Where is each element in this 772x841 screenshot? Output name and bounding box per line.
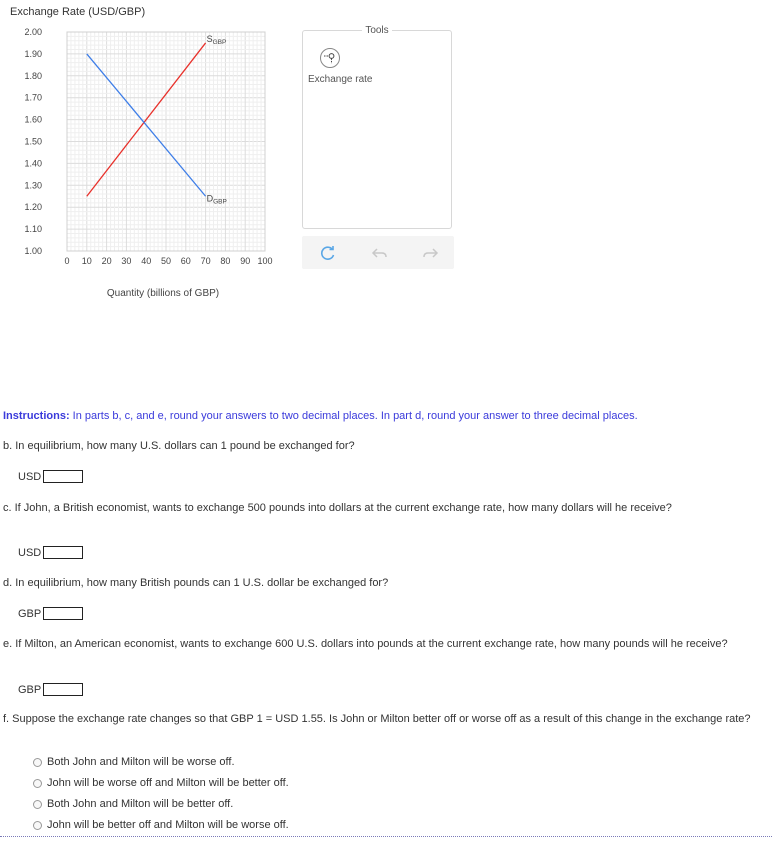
curve-label-subscript: GBP [213,198,227,206]
undo-button[interactable] [370,243,390,263]
answer-d-input[interactable] [43,607,83,620]
x-tick-label: 60 [180,256,191,266]
y-tick-label: 1.60 [24,114,42,125]
y-tick-label: 1.50 [24,136,42,147]
option-label: Both John and Milton will be better off. [47,798,234,810]
answer-c-unit: USD [18,546,42,559]
reset-icon [318,243,338,263]
y-tick-label: 1.20 [24,202,42,213]
exchange-rate-tool-button[interactable] [320,48,340,68]
option-label: John will be worse off and Milton will be better off. [47,777,289,789]
x-tick-label: 100 [257,256,273,266]
radio-button[interactable] [33,779,42,788]
y-tick-label: 1.40 [24,158,42,169]
exchange-rate-chart[interactable] [0,0,300,310]
instructions [3,410,638,422]
x-axis-label: Quantity (billions of GBP) [106,288,220,299]
x-tick-label: 80 [220,256,231,266]
question-b: b. In equilibrium, how many U.S. dollars can 1 pound be exchanged for? [3,440,355,452]
option-f-2[interactable] [33,777,289,789]
action-bar [302,236,454,269]
x-tick-label: 0 [64,256,70,266]
bottom-divider [0,836,772,837]
undo-icon [370,243,390,263]
y-tick-label: 1.90 [24,48,42,59]
tools-panel [302,25,452,229]
x-tick-label: 90 [240,256,251,266]
x-tick-label: 20 [101,256,112,266]
question-d: d. In equilibrium, how many British pounds can 1 U.S. dollar be exchanged for? [3,577,389,589]
question-e: e. If Milton, an American economist, wants to exchange 600 U.S. dollars into pounds at the current exchange rate, how many pounds will he receive? [3,638,728,650]
option-label: John will be better off and Milton will be worse off. [47,819,289,831]
question-c: c. If John, a British economist, wants to exchange 500 pounds into dollars at the current exchange rate, how many dollars will he receive? [3,502,672,514]
instructions-prefix: Instructions: [3,410,70,422]
radio-button[interactable] [33,758,42,767]
curve-label-letter: D [206,193,214,204]
curve-label-letter: S [206,33,213,44]
y-tick-label: 1.70 [24,92,42,103]
curve-label-subscript: GBP [212,38,227,46]
exchange-rate-tool-label: Exchange rate [308,74,373,85]
answer-row-e [18,683,83,696]
answer-row-b [18,470,83,483]
chart-title: Exchange Rate (USD/GBP) [10,6,146,18]
option-label: Both John and Milton will be worse off. [47,756,235,768]
y-tick-label: 1.30 [24,180,42,191]
tools-title: Tools [362,25,391,36]
y-tick-label: 1.10 [24,224,42,235]
option-f-1[interactable] [33,756,235,768]
y-tick-label: 1.80 [24,70,42,81]
y-tick-label: 2.00 [24,27,42,37]
answer-e-input[interactable] [43,683,83,696]
option-f-4[interactable] [33,819,289,831]
answer-row-c [18,546,83,559]
question-f: f. Suppose the exchange rate changes so that GBP 1 = USD 1.55. Is John or Milton better off or worse off as a result of this change in the exchange rate? [3,713,751,725]
y-tick-label: 1.00 [24,246,42,256]
answer-c-input[interactable] [43,546,83,559]
answer-d-unit: GBP [18,607,42,620]
answer-e-unit: GBP [18,683,42,696]
x-tick-label: 70 [200,256,211,266]
radio-button[interactable] [33,821,42,830]
answer-row-d [18,607,83,620]
x-tick-label: 50 [160,256,172,266]
reset-button[interactable] [318,243,338,263]
x-tick-label: 30 [121,256,132,266]
answer-b-input[interactable] [43,470,83,483]
redo-icon [420,243,440,263]
instructions-text: In parts b, c, and e, round your answers to two decimal places. In part d, round your answer to three decimal places. [69,410,638,422]
radio-button[interactable] [33,800,42,809]
answer-b-unit: USD [18,470,42,483]
x-tick-label: 10 [81,256,92,266]
pin-point-icon [324,52,336,64]
option-f-3[interactable] [33,798,233,810]
x-tick-label: 40 [141,256,152,266]
redo-button[interactable] [420,243,440,263]
